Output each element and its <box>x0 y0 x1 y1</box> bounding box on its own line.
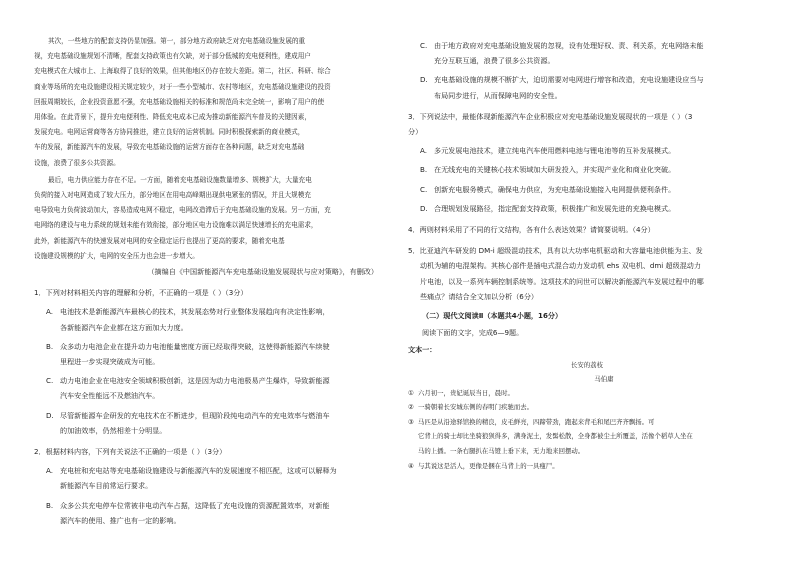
question-5-line: 些痛点？请结合全文加以分析（6分） <box>420 291 539 301</box>
question-5-line: 动机为辅的电混架构。其核心部件是插电式混合动力发动机 ehs 双电机、dmi 超级混动力 <box>420 261 701 271</box>
option-label: B. <box>420 165 428 175</box>
story-text: 马匹是从沿途驿馆换的精良，皮毛鲜亮，四蹄带劲，跑起来背毛和尾巴齐齐飘扬。可 <box>418 417 655 426</box>
option-text: 充分互联互通，浪费了很多公共资源。 <box>434 56 555 66</box>
text-line: 最后，电力供应能力存在不足。一方面，随着充电基础设施数量增多、规模扩大，大量充电 <box>48 175 312 184</box>
option-text: 由于地方政府对充电基础设施发展的忽视，设有处理好权、责、利关系，充电网络未能 <box>434 41 704 50</box>
question-2-stem: 2．根据材料内容，下列有关说法不正确的一项是（ ）（3分） <box>34 447 227 457</box>
material-paragraph-1 <box>34 34 378 171</box>
question-3-stem-line1: 3．下列说法中，最能体现新能源汽车企业积极应对充电基础设施发展现状的一项是（ ）（3 <box>408 111 693 121</box>
option-c <box>420 182 766 197</box>
option-a <box>46 463 378 493</box>
option-label: D. <box>420 203 428 213</box>
option-text: 尽管新能源车企研发的充电技术在不断进步，但现阶段纯电动汽车的充电效率与燃油车 <box>60 410 330 420</box>
text-line: 此外，新能源汽车的快速发展对电网的安全稳定运行也提出了更高的要求，随着充电基 <box>34 236 285 245</box>
question-2-options-continued <box>408 38 766 103</box>
material-paragraph-2 <box>34 173 378 264</box>
story-body <box>408 386 766 474</box>
option-a <box>420 143 766 158</box>
option-text: 众多公共充电停车位常被非电动汽车占据，这降低了充电设施的资源配置效率，对新能 <box>60 500 330 510</box>
text-label: 文本一： <box>408 345 437 355</box>
option-b <box>46 498 378 528</box>
section-title: （二）现代文阅读Ⅱ（本题共4小题，16分） <box>422 311 563 321</box>
text-line: 用体验。在此背景下，提升充电便利性、降低充电成本已成为推动新能源汽车普及的关键因素， <box>34 113 311 122</box>
option-d <box>420 72 766 102</box>
option-text: 多元发展电池技术，建立纯电汽车使用燃料电池与锂电池等的互补发展模式。 <box>434 146 676 156</box>
text-line: 视，充电基础设施规划不清晰，配套支持政策也有欠缺，对于部分低城的充电便利性，建成用户 <box>34 52 311 61</box>
left-column <box>34 34 378 528</box>
question-4: 4．两则材料采用了不同的行文结构，各有什么表达效果？请简要说明。（4分） <box>408 225 655 235</box>
story-title: 长安的荔枝 <box>571 360 603 369</box>
paragraph-marker: ② <box>408 403 414 412</box>
story-line <box>408 386 766 401</box>
text-line: 充电模式在大城市上、上海取得了良好的效果，但其他地区仍存在较大差距。第二，社区、科研、综合 <box>34 67 331 76</box>
text-line: 负荷的接入对电网造成了较大压力，部分地区在用电高峰期出现供电紧张的情况，并且大规模充 <box>34 191 311 200</box>
option-label: B. <box>46 500 54 510</box>
story-text: 它背上的骑士却比坐骑狼狈得多，满身泥土，发髻松散，全身都被尘土所覆盖，活像个稻草人坐在 <box>418 432 693 441</box>
instruction: 阅读下面的文字，完成6—9题。 <box>422 328 524 338</box>
option-c <box>46 373 378 403</box>
text-line: 电导致电力负荷波动加大，容易造成电网不稳定，电网改造滞后于充电基础设施的发展。另一方面，充 <box>34 206 331 215</box>
story-text: 一骑朝着长安城东侧的春明门疾驰而去。 <box>418 403 534 412</box>
option-label: A. <box>46 307 53 317</box>
text-line: 设施，浪费了很多公共资源。 <box>34 158 120 167</box>
question-1-options <box>34 304 378 438</box>
option-label: D. <box>420 75 428 85</box>
option-text: 布局同步进行，从而保障电网的安全性。 <box>434 90 562 100</box>
option-text: 汽车安全性能远不及燃油汽车。 <box>60 391 160 401</box>
option-label: D. <box>46 410 54 420</box>
option-text: 创新充电服务模式，确保电力供应，为充电基础设施接入电网提供便利条件。 <box>434 184 676 194</box>
option-text: 充电桩和充电站等充电基础设施建设与新能源汽车的发展速度不相匹配，这或可以解释为 <box>60 466 337 476</box>
right-column <box>408 34 766 473</box>
story-line <box>408 444 766 459</box>
text-line: 其次，一些地方的配套支持仍显加强。第一，部分地方政府缺乏对充电基础设施发展的重 <box>48 37 306 45</box>
option-text: 新能源汽车目前常运行要求。 <box>60 481 153 491</box>
question-3-options <box>408 143 766 216</box>
option-text: 源汽车的使用、推广也有一定的影响。 <box>60 515 181 525</box>
option-text: 各新能源汽车企业都在这方面加大力度。 <box>60 322 188 332</box>
story-line <box>408 429 766 444</box>
option-label: B. <box>46 341 54 351</box>
source-citation: （摘编自《中国新能源汽车充电基础设施发展现状与应对策略》，有删改） <box>147 267 378 277</box>
option-text: 的加油效率，仍然相差十分明显。 <box>60 425 167 435</box>
text-line: 发展充电。电网运营商等各方协同推进，建立良好的运营机制。同时积极探索新的商业模式， <box>34 128 305 137</box>
question-1-stem: 1．下列对材料相关内容的理解和分析，不正确的一项是（ ）（3分） <box>34 288 248 298</box>
option-text: 在无线充电的关键核心技术领域加大研发投入，并实现产业化和商业化突破。 <box>434 165 676 175</box>
option-c <box>420 38 766 68</box>
question-5-line: 5．比亚迪汽车研发的 DM-i 超级混动技术，具有以大功率电机驱动和大容量电池供能为主、发 <box>408 246 703 256</box>
text-line: 商业等场所的充电设施建设相关规定较少，对于一些小型城市、农村等地区，充电基础设施建设的投资 <box>34 82 331 91</box>
question-5 <box>408 243 766 304</box>
paragraph-marker: ③ <box>408 417 414 426</box>
option-label: C. <box>46 376 54 386</box>
paragraph-marker: ④ <box>408 461 414 470</box>
story-line <box>408 400 766 415</box>
question-2-options <box>34 463 378 528</box>
paragraph-marker: ① <box>408 388 414 397</box>
option-label: C. <box>420 41 428 50</box>
question-3-stem-line2: 分） <box>408 127 423 137</box>
story-author: 马伯庸 <box>594 374 614 383</box>
text-line: 车的发展，新能源汽车的发展，导致充电基础设施的运营方面存在各种问题，缺乏对充电基础 <box>34 143 305 152</box>
story-line <box>408 459 766 474</box>
option-b <box>46 339 378 369</box>
text-line: 电网络的建设与电力系统的规划未能有效衔接，部分地区电力设施难以满足快速增长的充电需求， <box>34 221 318 230</box>
option-text: 充电基础设施的规模不断扩大，迫切需要对电网进行增容和改造，充电设施建设应当与 <box>434 75 704 85</box>
option-d <box>420 201 766 216</box>
option-a <box>46 304 378 334</box>
option-text: 众多动力电池企业在提升动力电池能量密度方面已经取得突破，这使得新能源汽车续驶 <box>60 341 330 351</box>
story-line <box>408 415 766 430</box>
option-text: 电池技术是新能源汽车最核心的技术，其发展态势对行业整体发展趋向有决定性影响， <box>60 307 330 317</box>
question-5-line: 片电池，以及一系列车辆控制系统等。这项技术的问世可以解决新能源汽车发展过程中的哪 <box>420 276 704 286</box>
story-text: 马的上播。一条右腿扒在马镫上垂下来，无力地来回摆动。 <box>418 447 585 456</box>
option-text: 里程进一步实现突破成为可能。 <box>60 357 160 367</box>
option-text: 合理规划发展路径，指定配套支持政策，积极推广和发展先进的充换电模式。 <box>434 203 676 213</box>
option-label: A. <box>46 466 53 476</box>
story-text: 六月初一，贵妃诞辰当日，晨时。 <box>418 388 514 397</box>
option-b <box>420 162 766 177</box>
story-text: 与其说这是活人，更像是捆在马背上的一具瘦尸。 <box>418 461 559 470</box>
option-text: 动力电池企业在电池安全领域积极创新，这是因为动力电池极易产生爆炸，导致新能源 <box>60 376 330 386</box>
option-label: C. <box>420 184 428 194</box>
option-label: A. <box>420 146 427 156</box>
text-line: 回报周期较长，企业投资意愿不强，充电基础设施相关的标准和规范尚未完全统一，影响了用户的使 <box>34 97 325 106</box>
option-d <box>46 408 378 438</box>
text-line: 设施建设规模的扩大，电网的安全压力也会进一步增大。 <box>34 251 199 260</box>
question-3-stem <box>408 109 766 139</box>
